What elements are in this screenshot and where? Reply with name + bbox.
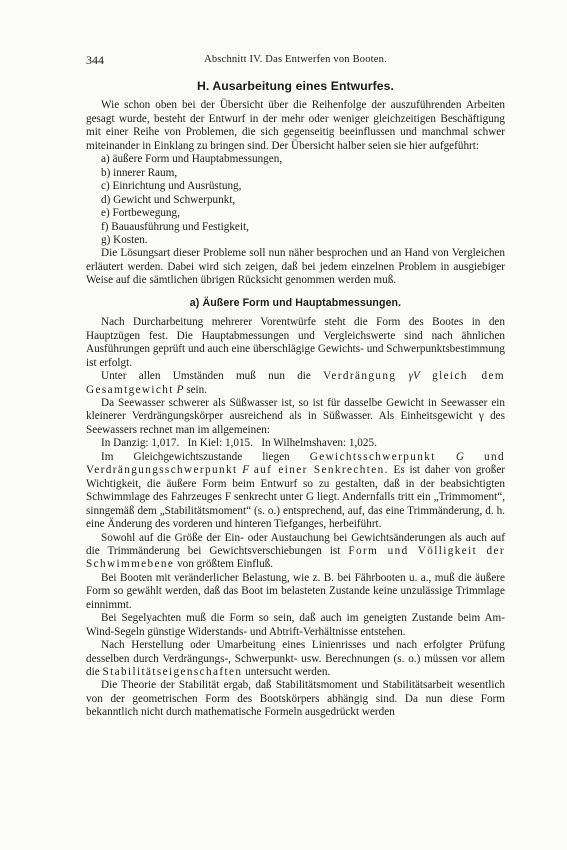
list-item: e) Fortbewegung,: [101, 207, 180, 220]
paragraph: Bei Segelyachten muß die Form so sein, daß auch im geneigten Zustande beim Am-Wind-Segeln günstige Widerstands- und Abtrift-Verhältnisse entstehen.: [86, 612, 505, 638]
emphasis-text: Form und Völligkeit der Schwimmebene: [86, 544, 505, 571]
text-run: Unter allen Umständen muß nun die: [101, 370, 311, 383]
formula-variable: P: [176, 383, 184, 396]
paragraph: [86, 370, 505, 397]
paragraph: Nach Durcharbeitung mehrerer Vorentwürfe steht die Form des Bootes in den Hauptzügen fest. Die Hauptabmessungen und Vergleichswerte sind nach ähnlichen Ausführungen geprüft und auch eine überschlägige Gewichts- und Schwerpunktsbestimmung ist erfolgt.: [86, 316, 505, 369]
body-text: [86, 76, 505, 720]
running-head: Abschnitt IV. Das Entwerfen von Booten.: [204, 54, 387, 65]
emphasis-text: Verdrängung: [323, 370, 397, 383]
emphasis-text: auf einer Senkrechten.: [253, 464, 389, 477]
text-run: Es ist daher von großer Wichtigkeit, die äußere Form beim Entwurf so zu gestalten, daß in der beabsichtigten Schwimmlage des Fahrzeuges F senkrecht unter G liegt. Andernfalls tritt ein „Trimmoment“, sinngemäß dem „Stabilitätsmoment“ (s. o.) entsprechend, auf, das eine Trimmänderung, d. h. eine Änderung des vorderen und hinteren Tiefganges, herbeiführt.: [86, 464, 506, 531]
problem-list: [86, 153, 505, 247]
text-run: sein.: [186, 383, 208, 396]
text-run: Sowohl auf die Größe der Ein- oder Austauchung bei Gewichtsänderungen als auch auf die Trimmänderung bei Gewichtsverschiebungen ist: [86, 531, 505, 557]
paragraph: Die Theorie der Stabilität ergab, daß Stabilitätsmoment und Stabilitätsarbeit wesentlich von der geometrischen Form des Bootskörpers abhängig sind. Da nun diese Form bekanntlich nicht durch mathematische Formeln ausgedrückt werden: [86, 679, 505, 719]
text-run: Im Gleichgewichtszustande liegen: [101, 450, 290, 463]
paragraph: Bei Booten mit veränderlicher Belastung, wie z. B. bei Fährbooten u. a., muß die äußere Form so gewählt werden, daß das Boot im belasteten Zustande keine unzulässige Trimmlage einnimmt.: [86, 571, 505, 611]
subsection-heading: a) Äußere Form und Hauptabmessungen.: [189, 296, 402, 309]
text-run: von größtem Einfluß.: [177, 558, 274, 571]
paragraph: Da Seewasser schwerer als Süßwasser ist, so ist für dasselbe Gewicht in Seewasser ein kleinerer Verdrängungskörper ausreichend als in Süßwasser. Als Einheitsgewicht γ des Seewassers rechnet man im allgemeinen:: [86, 396, 505, 436]
formula-symbol: γV: [408, 370, 420, 383]
intro-paragraph: Wie schon oben bei der Übersicht über die Reihenfolge der auszuführenden Arbeiten gesagt wurde, besteht der Entwurf in der mehr oder weniger gleichzeitigen Beschäftigung mit einer Reihe von Problemen, die sich gegenseitig beeinflussen und manchmal schwer miteinander in Einklang zu bringen sind. Der Übersicht halber seien sie hier aufgeführt:: [86, 99, 505, 152]
intro-closing-paragraph: Die Lösungsart dieser Probleme soll nun näher besprochen und an Hand von Vergleichen erläutert werden. Dabei wird sich zeigen, daß bei jedem einzelnen Problem in ausgiebiger Weise auf die sämtlichen übrigen Rücksicht genommen werden muß.: [86, 247, 505, 287]
formula-variable: G: [455, 450, 464, 463]
list-item: d) Gewicht und Schwerpunkt,: [101, 193, 236, 206]
paragraph: [86, 451, 505, 532]
text-run: untersucht werden.: [245, 666, 331, 679]
emphasis-text: Stabilitätseigenschaften: [102, 666, 243, 679]
paragraph: [86, 532, 505, 572]
list-item: f) Bauausführung und Festigkeit,: [101, 220, 249, 233]
page-number: 344: [86, 53, 104, 67]
formula-variable: F: [242, 464, 250, 477]
emphasis-text: und Verdrängungsschwerpunkt: [86, 450, 505, 477]
density-values: In Danzig: 1,017. In Kiel: 1,015. In Wilhelmshaven: 1,025.: [101, 437, 377, 450]
list-item: c) Einrichtung und Ausrüstung,: [101, 180, 242, 193]
section-heading: H. Ausarbeitung eines Entwurfes.: [196, 79, 395, 93]
list-item: b) innerer Raum,: [101, 166, 178, 179]
page-header: [86, 52, 505, 68]
emphasis-text: gleich dem Gesamtgewicht: [86, 370, 506, 396]
emphasis-text: Gewichtsschwerpunkt: [309, 450, 436, 463]
text-run: Nach Herstellung oder Umarbeitung eines Linienrisses und nach erfolgter Prüfung desselben durch Verdrängungs-, Schwerpunkt- usw. Berechnungen (s. o.) müssen vor allem die: [86, 639, 505, 679]
paragraph: [86, 639, 505, 679]
list-item: g) Kosten.: [101, 233, 148, 246]
list-item: a) äußere Form und Hauptabmessungen,: [101, 153, 283, 166]
